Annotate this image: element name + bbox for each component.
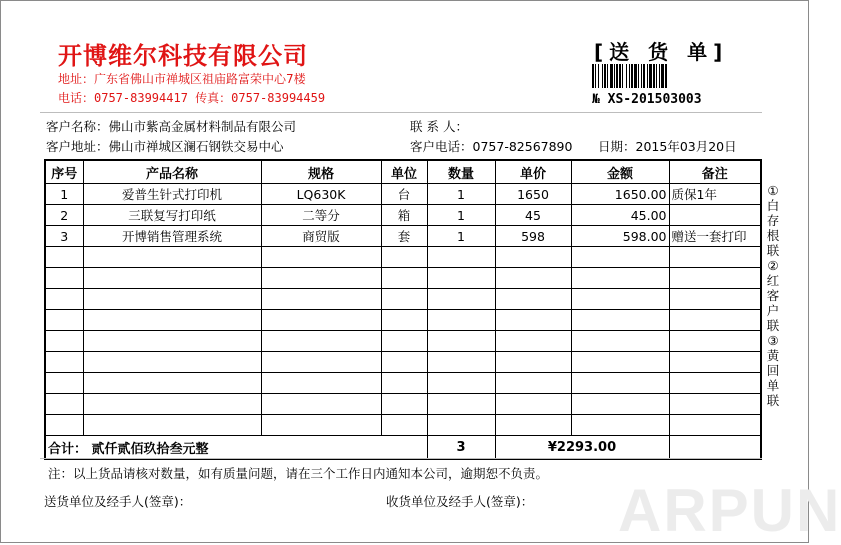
table-cell xyxy=(45,310,83,331)
table-cell xyxy=(45,247,83,268)
table-cell xyxy=(571,268,669,289)
table-cell xyxy=(571,247,669,268)
table-cell xyxy=(495,310,571,331)
table-cell: 1 xyxy=(45,184,83,205)
table-cell xyxy=(381,289,427,310)
table-cell xyxy=(45,289,83,310)
customer-name-row xyxy=(46,117,296,135)
table-cell xyxy=(83,352,261,373)
table-cell xyxy=(495,268,571,289)
table-cell: 598 xyxy=(495,226,571,247)
table-cell: 45.00 xyxy=(571,205,669,226)
table-cell xyxy=(427,289,495,310)
date-label: 日期： xyxy=(598,139,636,154)
table-cell xyxy=(381,310,427,331)
table-cell: 3 xyxy=(45,226,83,247)
date-row xyxy=(598,137,737,155)
table-cell xyxy=(571,394,669,415)
date-value: 2015年03月20日 xyxy=(635,139,737,154)
header-divider xyxy=(40,112,762,113)
table-cell xyxy=(495,415,571,436)
company-phone-fax: 电话：0757-83994417 传真：0757-83994459 xyxy=(58,91,326,105)
table-row xyxy=(45,415,761,436)
table-cell: 1 xyxy=(427,205,495,226)
table-cell xyxy=(495,373,571,394)
total-qty: 3 xyxy=(427,436,495,460)
footer-divider xyxy=(40,458,762,459)
table-cell xyxy=(571,415,669,436)
table-cell xyxy=(45,394,83,415)
table-cell xyxy=(83,394,261,415)
table-cell xyxy=(83,373,261,394)
column-header: 金额 xyxy=(571,160,669,184)
copy-color-note: ①白存根联 ②红客户联 ③黄回单联 xyxy=(766,183,780,408)
table-cell: 套 xyxy=(381,226,427,247)
table-cell xyxy=(427,373,495,394)
table-cell xyxy=(427,247,495,268)
table-header-row xyxy=(45,160,761,184)
table-cell: 赠送一套打印 xyxy=(669,226,761,247)
customer-name: 佛山市紫高金属材料制品有限公司 xyxy=(108,119,297,134)
table-cell: 1650.00 xyxy=(571,184,669,205)
barcode-image xyxy=(592,64,750,88)
footer-note: 注：以上货品请核对数量，如有质量问题，请在三个工作日内通知本公司，逾期恕不负责。 xyxy=(48,466,549,481)
table-cell xyxy=(669,394,761,415)
table-cell xyxy=(427,268,495,289)
total-words-cell xyxy=(45,436,427,460)
table-row xyxy=(45,394,761,415)
table-cell xyxy=(427,394,495,415)
table-cell xyxy=(427,310,495,331)
table-cell xyxy=(381,331,427,352)
table-cell xyxy=(495,289,571,310)
total-words: 贰仟贰佰玖拾叁元整 xyxy=(91,441,209,457)
table-cell xyxy=(261,394,381,415)
table-cell: 台 xyxy=(381,184,427,205)
table-total-row xyxy=(45,436,761,460)
table-cell xyxy=(669,205,761,226)
customer-phone-row xyxy=(410,137,572,155)
customer-name-label: 客户名称： xyxy=(46,119,109,134)
table-cell xyxy=(45,268,83,289)
table-row xyxy=(45,331,761,352)
table-cell xyxy=(83,289,261,310)
column-header: 规格 xyxy=(261,160,381,184)
column-header: 备注 xyxy=(669,160,761,184)
table-cell xyxy=(495,394,571,415)
table-cell: 质保1年 xyxy=(669,184,761,205)
table-cell: 1 xyxy=(427,184,495,205)
total-label: 合计： xyxy=(48,441,88,457)
column-header: 单价 xyxy=(495,160,571,184)
table-cell xyxy=(669,310,761,331)
table-cell: 598.00 xyxy=(571,226,669,247)
table-cell xyxy=(669,352,761,373)
table-row xyxy=(45,310,761,331)
table-cell xyxy=(261,268,381,289)
customer-address-label: 客户地址： xyxy=(46,139,109,154)
table-cell xyxy=(427,415,495,436)
table-cell xyxy=(495,352,571,373)
table-cell xyxy=(495,331,571,352)
table-cell xyxy=(381,352,427,373)
document-number: № XS-201503003 xyxy=(592,92,702,107)
contact-label: 联 系 人： xyxy=(410,119,468,134)
table-cell xyxy=(381,247,427,268)
customer-address: 佛山市禅城区澜石钢铁交易中心 xyxy=(108,139,284,154)
table-cell: 商贸版 xyxy=(261,226,381,247)
table-cell xyxy=(495,247,571,268)
table-cell xyxy=(261,289,381,310)
table-cell xyxy=(261,352,381,373)
table-cell: 2 xyxy=(45,205,83,226)
table-cell xyxy=(261,331,381,352)
table-cell xyxy=(261,415,381,436)
table-cell xyxy=(261,247,381,268)
table-row xyxy=(45,247,761,268)
column-header: 序号 xyxy=(45,160,83,184)
table-cell xyxy=(381,394,427,415)
table-cell xyxy=(45,415,83,436)
sender-signature-label: 送货单位及经手人(签章)： xyxy=(44,494,192,509)
customer-address-row xyxy=(46,137,284,155)
table-cell xyxy=(261,310,381,331)
table-cell xyxy=(571,352,669,373)
document-title: [送 货 单] xyxy=(594,40,729,64)
table-cell xyxy=(83,310,261,331)
table-cell xyxy=(427,352,495,373)
table-cell xyxy=(83,415,261,436)
table-cell xyxy=(669,373,761,394)
column-header: 数量 xyxy=(427,160,495,184)
table-cell: LQ630K xyxy=(261,184,381,205)
receiver-signature-label: 收货单位及经手人(签章)： xyxy=(386,494,534,509)
table-cell xyxy=(381,268,427,289)
table-cell xyxy=(45,352,83,373)
table-cell: 开博销售管理系统 xyxy=(83,226,261,247)
table-cell xyxy=(381,373,427,394)
column-header: 单位 xyxy=(381,160,427,184)
table-cell: 三联复写打印纸 xyxy=(83,205,261,226)
table-cell: 箱 xyxy=(381,205,427,226)
table-cell: 二等分 xyxy=(261,205,381,226)
column-header: 产品名称 xyxy=(83,160,261,184)
table-cell xyxy=(427,331,495,352)
table-cell xyxy=(45,373,83,394)
table-row xyxy=(45,184,761,205)
table-cell xyxy=(669,268,761,289)
table-cell xyxy=(261,373,381,394)
watermark-logo: ARPUN xyxy=(618,477,841,544)
table-cell xyxy=(45,331,83,352)
table-cell xyxy=(83,268,261,289)
table-cell xyxy=(381,415,427,436)
table-cell: 45 xyxy=(495,205,571,226)
table-cell xyxy=(571,289,669,310)
customer-phone: 0757-82567890 xyxy=(472,139,573,154)
table-cell xyxy=(669,247,761,268)
table-cell xyxy=(571,373,669,394)
table-row xyxy=(45,205,761,226)
table-cell: 1 xyxy=(427,226,495,247)
table-cell xyxy=(83,331,261,352)
contact-row xyxy=(410,117,468,135)
table-row xyxy=(45,352,761,373)
table-row xyxy=(45,226,761,247)
customer-phone-label: 客户电话： xyxy=(410,139,473,154)
table-cell: 1650 xyxy=(495,184,571,205)
table-row xyxy=(45,289,761,310)
company-address: 地址：广东省佛山市禅城区祖庙路富荣中心7楼 xyxy=(58,72,306,86)
table-cell xyxy=(83,247,261,268)
table-row xyxy=(45,373,761,394)
items-table xyxy=(44,159,762,460)
table-cell xyxy=(669,415,761,436)
table-cell xyxy=(571,310,669,331)
table-cell xyxy=(571,331,669,352)
table-row xyxy=(45,268,761,289)
company-name: 开博维尔科技有限公司 xyxy=(58,42,308,70)
table-cell xyxy=(669,331,761,352)
table-cell: 爱普生针式打印机 xyxy=(83,184,261,205)
total-note-cell xyxy=(669,436,761,460)
table-cell xyxy=(669,289,761,310)
total-amount: ¥2293.00 xyxy=(495,436,669,460)
